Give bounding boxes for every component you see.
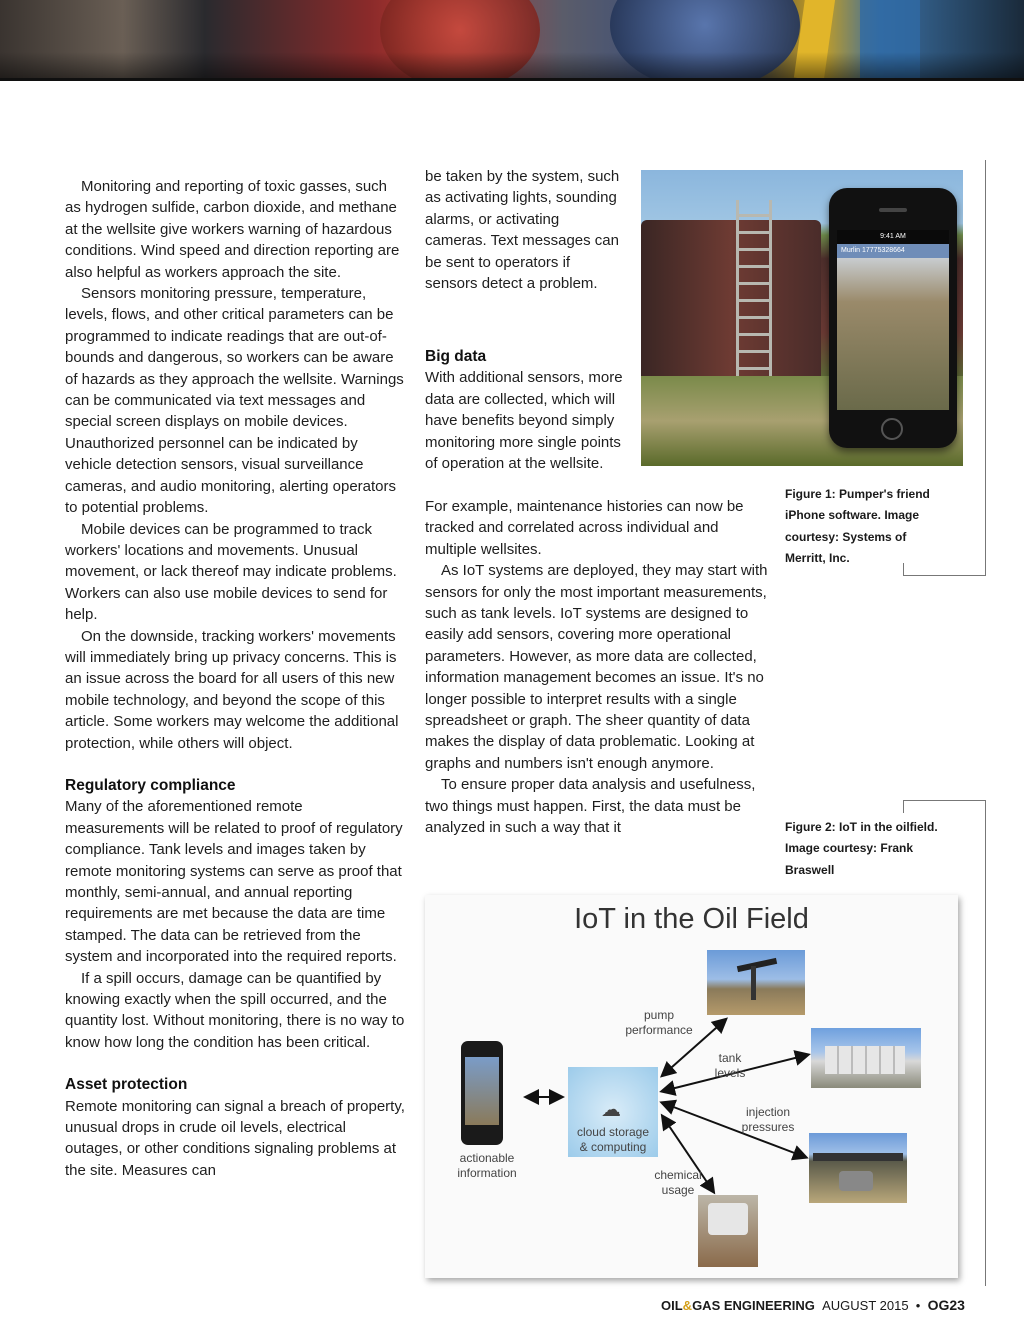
pumpjack-photo (707, 950, 805, 1015)
label-injection-1: injection (745, 1105, 791, 1119)
cloud-icon: ☁ (601, 1099, 621, 1121)
label-injection-2: pressures (741, 1120, 795, 1134)
home-button-icon (881, 418, 903, 440)
paragraph: If a spill occurs, damage can be quantified by knowing exactly when the spill occurred, and the quantity lost. Without monitoring, there is no way to know how long the condition has been critical. (65, 969, 405, 1051)
paragraph: With additional sensors, more data are collected, which will have benefits beyond simply monitoring more single points of operation at the wellsite. (425, 369, 623, 473)
label-pump-1: pump (643, 1008, 675, 1022)
issue-date: AUGUST 2015 (822, 1298, 909, 1313)
label-cloud-2: & computing (579, 1140, 647, 1154)
figure-1-photo (641, 170, 963, 466)
section-heading-bigdata: Big data (425, 348, 487, 365)
page-footer (661, 1297, 965, 1313)
paragraph: Many of the aforementioned remote measurements will be related to proof of regulatory compliance. Tank levels and images taken by remote monitoring systems can serve as proof that monthly, semi-annual, and annual reporting requirements are met because the data are time stamped. The data can be retrieved from the system and incorporated into the required reports. (65, 798, 403, 966)
oil-tank-image (641, 220, 821, 390)
article-column-2-main (425, 496, 770, 839)
chemical-tank-photo (698, 1195, 758, 1267)
paragraph: Remote monitoring can signal a breach of property, unusual drops in crude oil levels, electrical outages, or other conditions signaling problems at the site. Measures can (65, 1097, 405, 1179)
magazine-name: OIL&GAS ENGINEERING (661, 1298, 815, 1313)
diagram-title: IoT in the Oil Field (574, 903, 809, 935)
diagram-phone-image (461, 1041, 503, 1145)
figure-1-caption: Figure 1: Pumper's friend iPhone software. Image courtesy: Systems of Merritt, Inc. (785, 487, 930, 566)
label-chemical-2: usage (661, 1183, 695, 1197)
label-tank-2: levels (714, 1066, 746, 1080)
page-number: OG23 (927, 1297, 965, 1313)
iphone-image (829, 188, 957, 448)
label-actionable-1: actionable (459, 1151, 515, 1165)
paragraph: Sensors monitoring pressure, temperature, levels, flows, and other critical parameters can be programmed to indicate readings that are out-of-bounds and dangerous, so workers can be aware of hazards as they approach the wellsite. Warnings can be communicated via text messages and special screen displays on mobile devices. Unauthorized personnel can be indicated by vehicle detection sensors, visual surveillance cameras, and audio monitoring, alerting operators to potential problems. (65, 285, 404, 517)
paragraph: be taken by the system, such as activating lights, sounding alarms, or activating cameras. Text messages can be sent to operators if sensors detect a problem. (425, 168, 620, 293)
phone-nav-bar: Murlin 17775328664 (837, 244, 949, 258)
phone-status-bar: 9:41 AM (837, 230, 949, 244)
article-column-2-bigdata (425, 346, 625, 474)
label-tank-1: tank (718, 1051, 742, 1065)
label-chemical-1: chemical (654, 1168, 702, 1182)
tank-battery-photo (811, 1028, 921, 1088)
figure-2-caption: Figure 2: IoT in the oilfield. Image courtesy: Frank Braswell (785, 820, 938, 877)
paragraph: To ensure proper data analysis and usefulness, two things must happen. First, the data must be analyzed in such a way that it (425, 776, 756, 837)
article-column-1 (65, 176, 405, 1181)
phone-screen (837, 230, 949, 410)
footer-separator: • (915, 1298, 921, 1313)
paragraph: As IoT systems are deployed, they may start with sensors for only the most important measurements, such as tank levels. IoT systems are designed to easily add sensors, covering more operational parameters. However, as more data are collected, information management becomes an issue. It's no longer possible to interpret results with a single spreadsheet or graph. The sheer quantity of data makes the display of data problematic. Looking at graphs and numbers isn't enough anymore. (425, 562, 768, 772)
section-heading-asset: Asset protection (65, 1076, 188, 1094)
header-banner-image (0, 0, 1024, 78)
section-heading-regulatory: Regulatory compliance (65, 776, 236, 794)
paragraph: Mobile devices can be programmed to track workers' locations and movements. Unusual movement, or lack thereof may indicate problems. Workers can also use mobile devices to send for help. (65, 520, 397, 624)
header-rule (0, 78, 1024, 81)
paragraph: On the downside, tracking workers' movements will immediately bring up privacy concerns. This is an issue across the board for all users of this new mobile technology, and beyond the scope of this article. Some workers may welcome the additional protection, while others will object. (65, 627, 399, 752)
label-actionable-2: information (457, 1166, 517, 1180)
figure-2-diagram (425, 895, 958, 1278)
paragraph: Monitoring and reporting of toxic gasses, such as hydrogen sulfide, carbon dioxide, and methane at the wellsite give workers warning of hazardous conditions. Wind speed and direction reporting are also helpful as workers approach the site. (65, 178, 400, 281)
article-column-2-top (425, 166, 625, 294)
injection-station-photo (809, 1133, 907, 1203)
label-pump-2: performance (625, 1023, 693, 1037)
label-cloud-1: cloud storage (576, 1125, 650, 1139)
paragraph: For example, maintenance histories can now be tracked and correlated across individual and multiple wellsites. (425, 498, 744, 558)
